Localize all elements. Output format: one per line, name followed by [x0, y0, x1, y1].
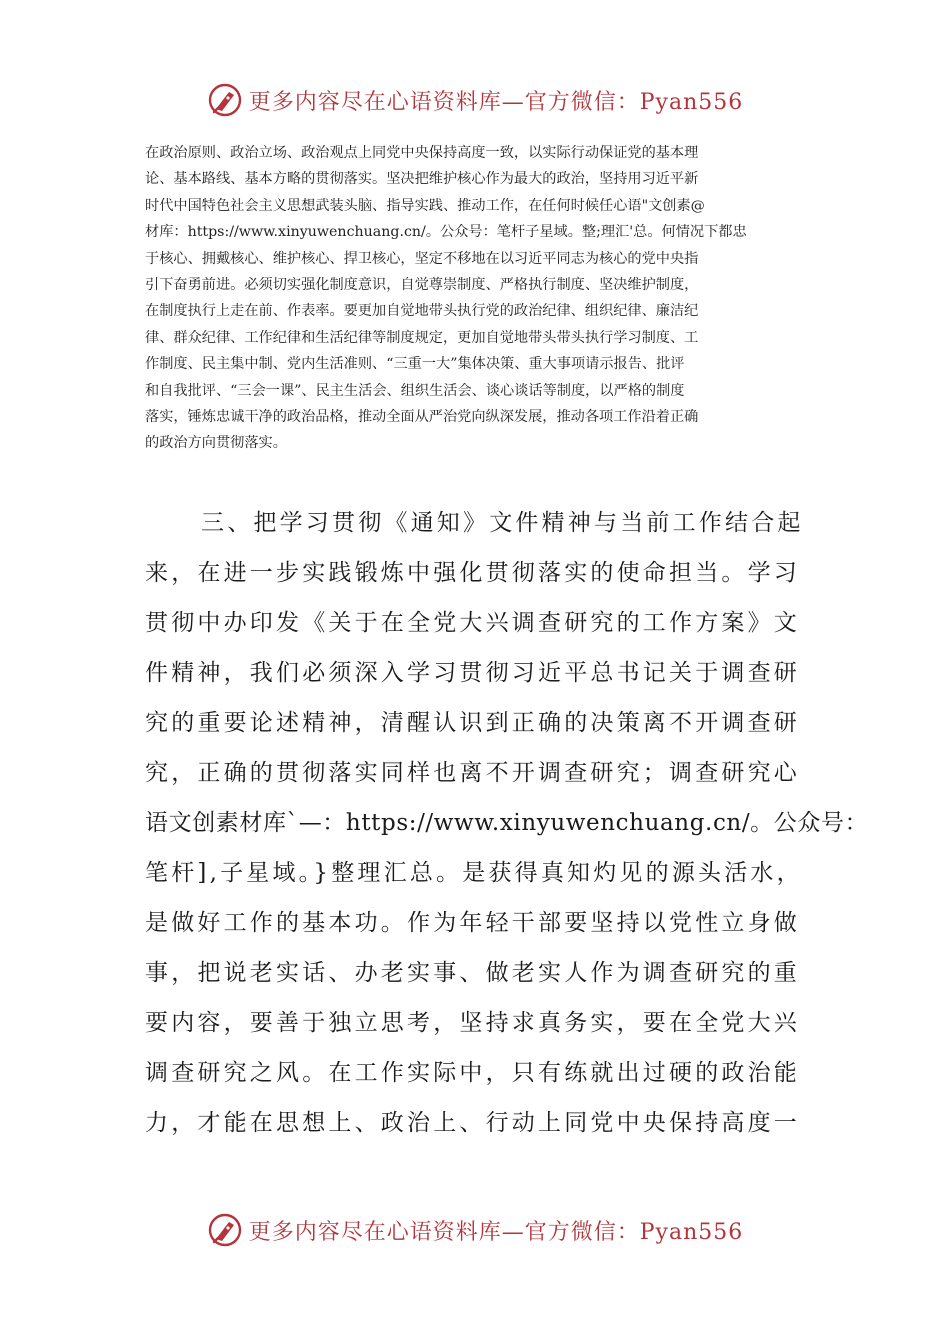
large-line: 究的重要论述精神，清醒认识到正确的决策离不开调查研 — [145, 710, 800, 736]
large-line: 笔杆],子星域。}整理汇总。是获得真知灼见的源头活水， — [145, 860, 803, 886]
header-banner — [0, 78, 950, 122]
small-line: 的政治方向贯彻落实。 — [145, 435, 287, 452]
large-paragraph — [145, 498, 869, 1148]
pen-nib-icon — [207, 82, 243, 118]
large-line: 事，把说老实话、办老实事、做老实人作为调查研究的重 — [145, 960, 800, 986]
large-line: 是做好工作的基本功。作为年轻干部要坚持以党性立身做 — [145, 910, 800, 936]
small-line: 落实，锤炼忠诚干净的政治品格，推动全面从严治党向纵深发展，推动各项工作沿着正确 — [145, 409, 699, 426]
small-line: 和自我批评、“三会一课”、民主生活会、组织生活会、谈心谈话等制度，以严格的制度 — [145, 382, 685, 399]
large-line: 来，在进一步实践锻炼中强化贯彻落实的使命担当。学习 — [145, 560, 800, 586]
pen-nib-icon — [207, 1212, 243, 1248]
small-line: 时代中国特色社会主义思想武装头脑、指导实践、推动工作，在任何时候任心语"文创素@ — [145, 197, 705, 214]
large-line: 件精神，我们必须深入学习贯彻习近平总书记关于调查研 — [145, 660, 800, 686]
header-banner-text: 更多内容尽在心语资料库—官方微信：Pyan556 — [248, 89, 744, 115]
footer-banner-text: 更多内容尽在心语资料库—官方微信：Pyan556 — [248, 1219, 744, 1245]
small-line: 在政治原则、政治立场、政治观点上同党中央保持高度一致，以实际行动保证党的基本理 — [145, 145, 699, 161]
large-line: 究，正确的贯彻落实同样也离不开调查研究；调查研究心 — [145, 760, 800, 786]
small-line: 引下奋勇前进。必须切实强化制度意识，自觉尊崇制度、严格执行制度、坚决维护制度， — [145, 277, 699, 294]
small-paragraph — [145, 140, 813, 457]
large-line: 贯彻中办印发《关于在全党大兴调查研究的工作方案》文 — [145, 610, 800, 636]
large-line: 力，才能在思想上、政治上、行动上同党中央保持高度一 — [145, 1110, 800, 1136]
large-line: 要内容，要善于独立思考，坚持求真务实，要在全党大兴 — [145, 1010, 800, 1036]
large-line: 三、把学习贯彻《通知》文件精神与当前工作结合起 — [201, 510, 804, 536]
small-line: 作制度、民主集中制、党内生活准则、“三重一大”集体决策、重大事项请示报告、批评 — [145, 356, 685, 373]
footer-banner — [0, 1208, 950, 1252]
small-line: 论、基本路线、基本方略的贯彻落实。坚决把维护核心作为最大的政治，坚持用习近平新 — [145, 171, 699, 188]
small-line: 律、群众纪律、工作纪律和生活纪律等制度规定，更加自觉地带头带头执行学习制度、工 — [145, 329, 699, 346]
small-line: 在制度执行上走在前、作表率。要更加自觉地带头执行党的政治纪律、组织纪律、廉洁纪 — [145, 303, 699, 320]
small-line: 材库：https://www.xinyuwenchuang.cn/。公众号：笔杆子星域。整;理汇'总。何情况下都忠 — [145, 224, 747, 241]
large-line: 调查研究之风。在工作实际中，只有练就出过硬的政治能 — [145, 1060, 800, 1086]
large-line: 语文创素材库`—：https://www.xinyuwenchuang.cn/。公众号： — [145, 810, 869, 836]
small-line: 于核心、拥戴核心、维护核心、捍卫核心，坚定不移地在以习近平同志为核心的党中央指 — [145, 250, 699, 267]
